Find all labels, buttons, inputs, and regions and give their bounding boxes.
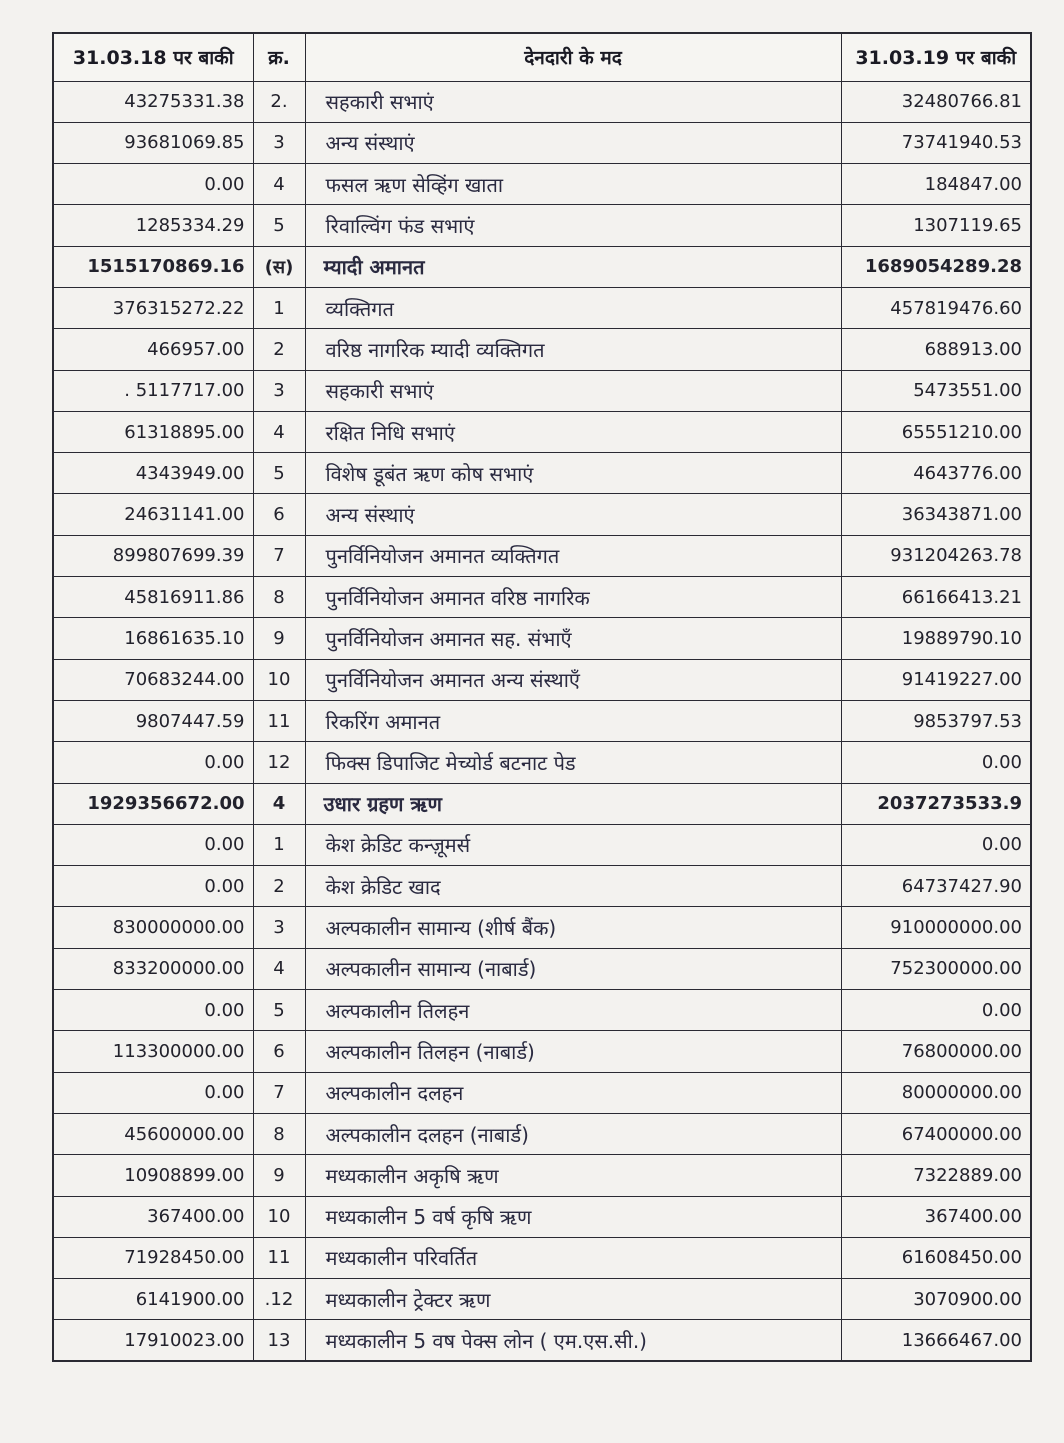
section-row — [53, 246, 1031, 287]
curr-balance-cell: 0.00 — [841, 824, 1031, 865]
prev-balance-cell: 93681069.85 — [53, 122, 253, 163]
liability-item-cell: अल्पकालीन तिलहन — [305, 990, 841, 1031]
serial-cell: 7 — [253, 535, 305, 576]
serial-cell: 3 — [253, 370, 305, 411]
curr-balance-cell: 688913.00 — [841, 329, 1031, 370]
table-row — [53, 866, 1031, 907]
prev-balance-cell: 45816911.86 — [53, 577, 253, 618]
table-row — [53, 494, 1031, 535]
liability-item-cell: रिवाल्विंग फंड सभाएं — [305, 205, 841, 246]
serial-cell: 6 — [253, 494, 305, 535]
table-row — [53, 824, 1031, 865]
serial-cell: 5 — [253, 205, 305, 246]
serial-cell: 12 — [253, 742, 305, 783]
prev-balance-cell: 466957.00 — [53, 329, 253, 370]
curr-balance-cell: 65551210.00 — [841, 411, 1031, 452]
table-row — [53, 1279, 1031, 1320]
liability-item-cell: अल्पकालीन तिलहन (नाबार्ड) — [305, 1031, 841, 1072]
table-row — [53, 948, 1031, 989]
table-row — [53, 990, 1031, 1031]
serial-cell: 3 — [253, 907, 305, 948]
table-header — [53, 33, 1031, 81]
curr-balance-cell: 36343871.00 — [841, 494, 1031, 535]
serial-cell: 5 — [253, 990, 305, 1031]
section-row — [53, 783, 1031, 824]
curr-balance-cell: 7322889.00 — [841, 1155, 1031, 1196]
table-row — [53, 453, 1031, 494]
prev-balance-cell: 376315272.22 — [53, 287, 253, 328]
serial-cell: 2 — [253, 329, 305, 370]
curr-balance-cell: 752300000.00 — [841, 948, 1031, 989]
table-row — [53, 411, 1031, 452]
prev-balance-cell: 6141900.00 — [53, 1279, 253, 1320]
table-row — [53, 1113, 1031, 1154]
curr-balance-cell: 9853797.53 — [841, 700, 1031, 741]
curr-balance-cell: 13666467.00 — [841, 1320, 1031, 1361]
liability-item-cell: अल्पकालीन दलहन — [305, 1072, 841, 1113]
liability-item-cell: पुनर्विनियोजन अमानत व्यक्तिगत — [305, 535, 841, 576]
table-row — [53, 907, 1031, 948]
header-prev-balance: 31.03.18 पर बाकी — [53, 33, 253, 81]
serial-cell: 11 — [253, 1237, 305, 1278]
serial-cell: (स) — [253, 246, 305, 287]
liability-item-cell: अल्पकालीन दलहन (नाबार्ड) — [305, 1113, 841, 1154]
table-row — [53, 1237, 1031, 1278]
prev-balance-cell: 367400.00 — [53, 1196, 253, 1237]
serial-cell: 4 — [253, 411, 305, 452]
curr-balance-cell: 367400.00 — [841, 1196, 1031, 1237]
prev-balance-cell: 1515170869.16 — [53, 246, 253, 287]
header-row — [53, 33, 1031, 81]
prev-balance-cell: 0.00 — [53, 990, 253, 1031]
prev-balance-cell: 70683244.00 — [53, 659, 253, 700]
table-row — [53, 122, 1031, 163]
curr-balance-cell: 184847.00 — [841, 164, 1031, 205]
serial-cell: 1 — [253, 287, 305, 328]
curr-balance-cell: 1307119.65 — [841, 205, 1031, 246]
liability-item-cell: केश क्रेडिट खाद — [305, 866, 841, 907]
prev-balance-cell: 1285334.29 — [53, 205, 253, 246]
prev-balance-cell: 24631141.00 — [53, 494, 253, 535]
serial-cell: 4 — [253, 783, 305, 824]
liability-item-cell: व्यक्तिगत — [305, 287, 841, 328]
prev-balance-cell: 45600000.00 — [53, 1113, 253, 1154]
table-row — [53, 164, 1031, 205]
liability-item-cell: पुनर्विनियोजन अमानत सह. संभाएँ — [305, 618, 841, 659]
prev-balance-cell: 830000000.00 — [53, 907, 253, 948]
curr-balance-cell: 5473551.00 — [841, 370, 1031, 411]
serial-cell: 11 — [253, 700, 305, 741]
serial-cell: 10 — [253, 659, 305, 700]
serial-cell: 8 — [253, 577, 305, 618]
liabilities-table — [52, 32, 1032, 1362]
table-row — [53, 1320, 1031, 1361]
header-serial: क्र. — [253, 33, 305, 81]
table-row — [53, 535, 1031, 576]
serial-cell: 6 — [253, 1031, 305, 1072]
liability-item-cell: केश क्रेडिट कन्ज़ूमर्स — [305, 824, 841, 865]
liability-item-cell: पुनर्विनियोजन अमानत अन्य संस्थाएँ — [305, 659, 841, 700]
prev-balance-cell: 113300000.00 — [53, 1031, 253, 1072]
serial-cell: 9 — [253, 1155, 305, 1196]
curr-balance-cell: 3070900.00 — [841, 1279, 1031, 1320]
liability-item-cell: मध्यकालीन अकृषि ऋण — [305, 1155, 841, 1196]
liability-item-cell: मध्यकालीन 5 वष पेक्स लोन ( एम.एस.सी.) — [305, 1320, 841, 1361]
prev-balance-cell: 43275331.38 — [53, 81, 253, 122]
curr-balance-cell: 4643776.00 — [841, 453, 1031, 494]
liability-item-cell: मध्यकालीन 5 वर्ष कृषि ऋण — [305, 1196, 841, 1237]
liabilities-sheet — [52, 32, 1030, 1362]
table-body — [53, 81, 1031, 1361]
prev-balance-cell: 0.00 — [53, 824, 253, 865]
table-row — [53, 329, 1031, 370]
liability-item-cell: अल्पकालीन सामान्य (शीर्ष बैंक) — [305, 907, 841, 948]
prev-balance-cell: 1929356672.00 — [53, 783, 253, 824]
curr-balance-cell: 32480766.81 — [841, 81, 1031, 122]
table-row — [53, 205, 1031, 246]
serial-cell: 10 — [253, 1196, 305, 1237]
liability-item-cell: मध्यकालीन ट्रेक्टर ऋण — [305, 1279, 841, 1320]
prev-balance-cell: 61318895.00 — [53, 411, 253, 452]
curr-balance-cell: 0.00 — [841, 990, 1031, 1031]
table-row — [53, 700, 1031, 741]
curr-balance-cell: 2037273533.9 — [841, 783, 1031, 824]
table-row — [53, 370, 1031, 411]
curr-balance-cell: 1689054289.28 — [841, 246, 1031, 287]
liability-item-cell: रक्षित निधि सभाएं — [305, 411, 841, 452]
table-row — [53, 1155, 1031, 1196]
curr-balance-cell: 0.00 — [841, 742, 1031, 783]
table-row — [53, 577, 1031, 618]
prev-balance-cell: 0.00 — [53, 1072, 253, 1113]
liability-item-cell: रिकरिंग अमानत — [305, 700, 841, 741]
serial-cell: 5 — [253, 453, 305, 494]
table-row — [53, 659, 1031, 700]
prev-balance-cell: . 5117717.00 — [53, 370, 253, 411]
prev-balance-cell: 71928450.00 — [53, 1237, 253, 1278]
curr-balance-cell: 19889790.10 — [841, 618, 1031, 659]
liability-item-cell: फसल ऋण सेव्हिंग खाता — [305, 164, 841, 205]
curr-balance-cell: 910000000.00 — [841, 907, 1031, 948]
table-row — [53, 618, 1031, 659]
serial-cell: 2 — [253, 866, 305, 907]
serial-cell: 4 — [253, 948, 305, 989]
serial-cell: 2. — [253, 81, 305, 122]
serial-cell: 7 — [253, 1072, 305, 1113]
liability-item-cell: अल्पकालीन सामान्य (नाबार्ड) — [305, 948, 841, 989]
curr-balance-cell: 457819476.60 — [841, 287, 1031, 328]
liability-item-cell: अन्य संस्थाएं — [305, 122, 841, 163]
prev-balance-cell: 833200000.00 — [53, 948, 253, 989]
liability-item-cell: पुनर्विनियोजन अमानत वरिष्ठ नागरिक — [305, 577, 841, 618]
prev-balance-cell: 0.00 — [53, 742, 253, 783]
prev-balance-cell: 10908899.00 — [53, 1155, 253, 1196]
curr-balance-cell: 931204263.78 — [841, 535, 1031, 576]
table-row — [53, 287, 1031, 328]
liability-item-cell: सहकारी सभाएं — [305, 370, 841, 411]
prev-balance-cell: 17910023.00 — [53, 1320, 253, 1361]
liability-item-cell: विशेष डूबंत ऋण कोष सभाएं — [305, 453, 841, 494]
curr-balance-cell: 80000000.00 — [841, 1072, 1031, 1113]
curr-balance-cell: 76800000.00 — [841, 1031, 1031, 1072]
curr-balance-cell: 73741940.53 — [841, 122, 1031, 163]
serial-cell: 9 — [253, 618, 305, 659]
prev-balance-cell: 899807699.39 — [53, 535, 253, 576]
table-row — [53, 1196, 1031, 1237]
serial-cell: 1 — [253, 824, 305, 865]
table-row — [53, 742, 1031, 783]
table-row — [53, 81, 1031, 122]
serial-cell: 8 — [253, 1113, 305, 1154]
table-row — [53, 1031, 1031, 1072]
prev-balance-cell: 0.00 — [53, 866, 253, 907]
liability-item-cell: वरिष्ठ नागरिक म्यादी व्यक्तिगत — [305, 329, 841, 370]
liability-item-cell: फिक्स डिपाजिट मेच्योर्ड बटनाट पेड — [305, 742, 841, 783]
curr-balance-cell: 61608450.00 — [841, 1237, 1031, 1278]
prev-balance-cell: 16861635.10 — [53, 618, 253, 659]
table-row — [53, 1072, 1031, 1113]
serial-cell: 4 — [253, 164, 305, 205]
curr-balance-cell: 67400000.00 — [841, 1113, 1031, 1154]
curr-balance-cell: 64737427.90 — [841, 866, 1031, 907]
serial-cell: 3 — [253, 122, 305, 163]
curr-balance-cell: 91419227.00 — [841, 659, 1031, 700]
prev-balance-cell: 0.00 — [53, 164, 253, 205]
prev-balance-cell: 9807447.59 — [53, 700, 253, 741]
liability-item-cell: म्यादी अमानत — [305, 246, 841, 287]
liability-item-cell: मध्यकालीन परिवर्तित — [305, 1237, 841, 1278]
header-liability-item: देनदारी के मद — [305, 33, 841, 81]
liability-item-cell: अन्य संस्थाएं — [305, 494, 841, 535]
prev-balance-cell: 4343949.00 — [53, 453, 253, 494]
curr-balance-cell: 66166413.21 — [841, 577, 1031, 618]
header-curr-balance: 31.03.19 पर बाकी — [841, 33, 1031, 81]
serial-cell: 13 — [253, 1320, 305, 1361]
serial-cell: .12 — [253, 1279, 305, 1320]
liability-item-cell: उधार ग्रहण ऋण — [305, 783, 841, 824]
liability-item-cell: सहकारी सभाएं — [305, 81, 841, 122]
